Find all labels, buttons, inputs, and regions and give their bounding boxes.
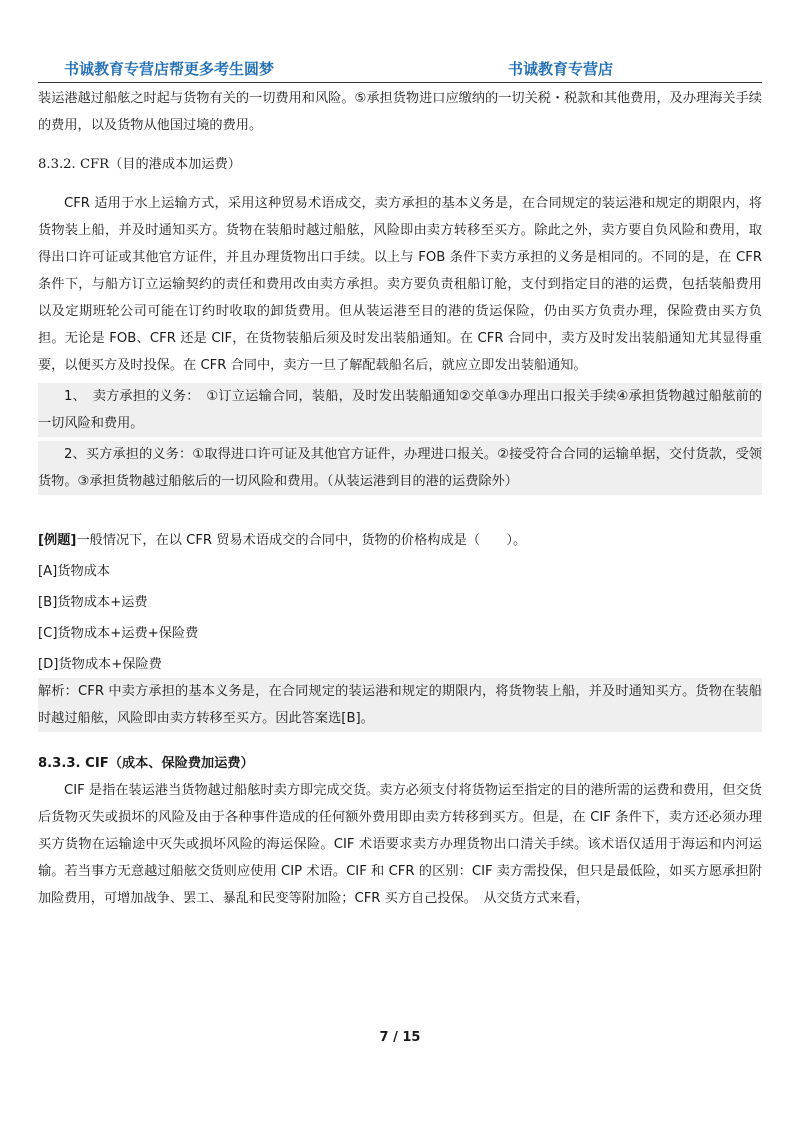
option-b: [B]货物成本+运费: [38, 595, 148, 610]
buyer-duty-item: 2、买方承担的义务：①取得进口许可证及其他官方证件，办理进口报关。②接受符合合同的运输单据，交付货款，受领货物。③承担货物越过船舷后的一切风险和费用。（从装运港到目的港的运费除外）: [38, 441, 762, 495]
cif-paragraph: CIF 是指在装运港当货物越过船舷时卖方即完成交货。卖方必须支付将货物运至指定的目的港所需的运费和费用，但交货后货物灭失或损坏的风险及由于各种事件造成的任何额外费用即由卖方转移到买方。但是，在 CIF 条件下，卖方还必须办理买方货物在运输途中灭失或损坏风险的海运保险。CIF 术语要求卖方办理货物出口清关手续。该术语仅适用于海运和内河运输。若当事方无意越过船舷交货则应使用 CIP 术语。CIF 和 CFR 的区别：CIF 卖方需投保，但只是最低险，如买方愿承担附加险费用，可增加战争、罢工、暴乱和民变等附加险；CFR 买方自己投保。 从交货方式来看，: [38, 783, 762, 906]
example-tag: [例题]: [38, 533, 77, 548]
section-heading-cif: 8.3.3. CIF（成本、保险费加运费）: [38, 756, 254, 771]
intro-paragraph: 装运港越过船舷之时起与货物有关的一切费用和风险。⑤承担货物进口应缴纳的一切关税・税款和其他费用，及办理海关手续的费用，以及货物从他国过境的费用。: [38, 91, 762, 133]
analysis-paragraph: 解析：CFR 中卖方承担的基本义务是，在合同规定的装运港和规定的期限内，将货物装上船，并及时通知买方。货物在装船时越过船舷，风险即由卖方转移至买方。因此答案选[B]。: [38, 678, 762, 732]
header-right-title: 书诚教育专营店: [508, 60, 614, 78]
example-question: [38, 527, 762, 554]
section-heading-cfr: [38, 151, 762, 178]
page-number: 7 / 15: [379, 1030, 421, 1045]
option-d: [D]货物成本+保险费: [38, 657, 162, 672]
page-header: [38, 58, 762, 83]
example-question-text: 一般情况下，在以 CFR 贸易术语成交的合同中，货物的价格构成是（ ）。: [76, 533, 527, 548]
section-heading-cfr-text: 8.3.2. CFR（目的港成本加运费）: [38, 157, 241, 172]
document-body: [38, 85, 762, 912]
option-a: [A]货物成本: [38, 564, 111, 579]
cfr-paragraph: CFR 适用于水上运输方式，采用这种贸易术语成交，卖方承担的基本义务是，在合同规定的装运港和规定的期限内，将货物装上船，并及时通知买方。货物在装船时越过船舷，风险即由卖方转移至买方。除此之外，卖方要自负风险和费用，取得出口许可证或其他官方证件，并且办理货物出口手续。以上与 FOB 条件下卖方承担的义务是相同的。不同的是，在 CFR 条件下，与船方订立运输契约的责任和费用改由卖方承担。卖方要负责租船订舱，支付到指定目的港的运费，包括装船费用以及定期班轮公司可能在订约时收取的卸货费用。但从装运港至目的港的货运保险，仍由买方负责办理，保险费由买方负担。无论是 FOB、CFR 还是 CIF，在货物装船后须及时发出装船通知。在 CFR 合同中，卖方及时发出装船通知尤其显得重要，以便买方及时投保。在 CFR 合同中，卖方一旦了解配载船名后，就应立即发出装船通知。: [38, 196, 762, 373]
option-c: [C]货物成本+运费+保险费: [38, 626, 199, 641]
header-left-title: 书诚教育专营店帮更多考生圆梦: [64, 60, 275, 78]
seller-duty-item: 1、 卖方承担的义务： ①订立运输合同，装船，及时发出装船通知②交单③办理出口报关手续④承担货物越过船舷前的一切风险和费用。: [38, 383, 762, 437]
